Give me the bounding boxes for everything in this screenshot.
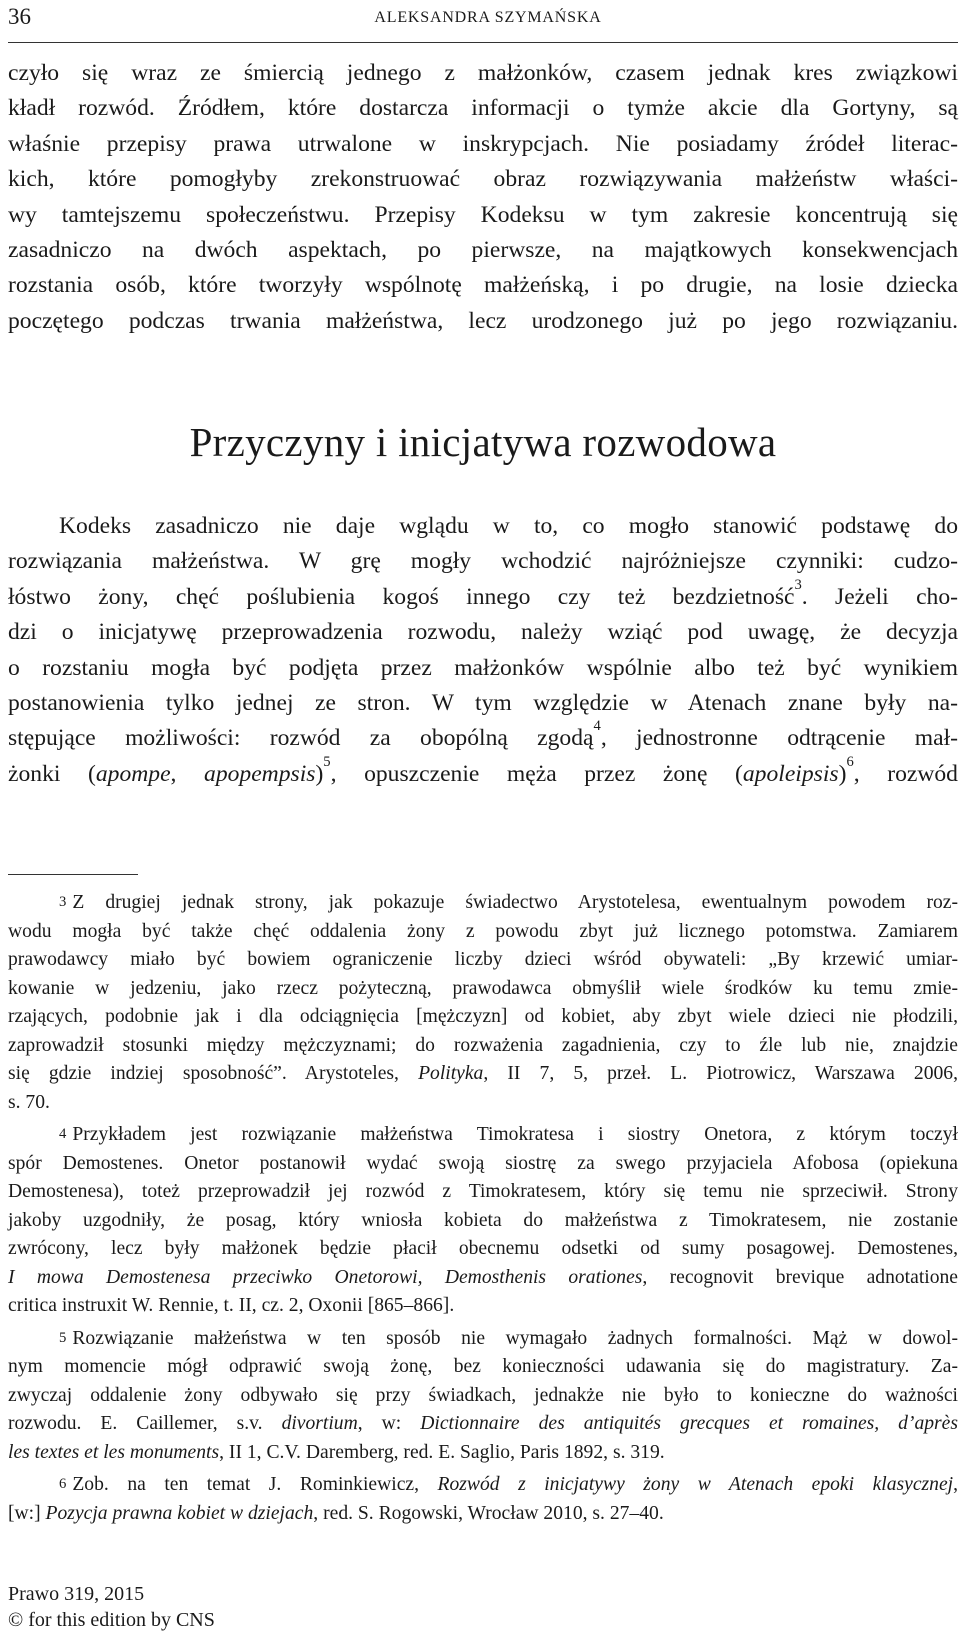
- footnote-ref-5[interactable]: 5: [323, 753, 331, 770]
- footnote-3: [8, 889, 958, 1117]
- text-line: wodu mogła być także chęć oddalenia żony z powodu zbyt już licznego potomstwa. Zamiarem: [8, 920, 958, 942]
- text-line: rzających, podobnie jak i dla odciągnięcia [mężczyzn] od kobiet, aby zbyt wiele dzieci nie płodzili,: [8, 1006, 958, 1027]
- text-line: czyło się wraz ze śmiercią jednego z małżonków, czasem jednak kres związkowi: [8, 60, 958, 86]
- text-line: critica instruxit W. Rennie, t. II, cz. 2, Oxonii [865–866].: [8, 1295, 455, 1316]
- text-line: zwyczaj oddalenie żony odbywało się przy świadkach, jednakże nie było to konieczne do ważności: [8, 1384, 958, 1406]
- text-run: Z drugiej jednak strony, jak pokazuje świadectwo Arystotelesa, ewentualnym powodem roz-: [72, 892, 958, 913]
- paragraph-1: [8, 56, 958, 339]
- section-heading: Przyczyny i inicjatywa rozwodowa: [189, 419, 777, 465]
- text-line: dzi o inicjatywę przeprowadzenia rozwodu, należy wziąć pod uwagę, że decyzja: [8, 619, 958, 646]
- text-run: [w:]: [8, 1502, 46, 1524]
- text-run: rozwodu. E. Caillemer, s.v.: [8, 1413, 282, 1434]
- text-run: się gdzie indziej sposobność”. Arystoteles,: [8, 1063, 419, 1084]
- footnote-separator: [8, 874, 138, 875]
- footnote-ref-6[interactable]: 6: [846, 753, 854, 770]
- text-run: , recognovit brevique adnotatione: [642, 1266, 959, 1288]
- text-run: . Jeżeli cho-: [801, 583, 958, 610]
- footnote-mark: 5: [59, 1329, 67, 1346]
- footnote-ref-3[interactable]: 3: [794, 576, 802, 593]
- text-line: spór Demostenes. Onetor postanowił wydać swoją siostrę za swego przyjaciela Afobosa (opiekuna: [8, 1152, 958, 1174]
- text-line: rozwiązania małżeństwa. W grę mogły wchodzić najróżniejsze czynniki: cudzo-: [8, 548, 958, 575]
- text-run: , w:: [357, 1413, 421, 1434]
- text-line: s. 70.: [8, 1091, 50, 1113]
- text-run: Rozwiązanie małżeństwa w ten sposób nie wymagało żadnych formalności. Mąż w dowol-: [72, 1327, 958, 1349]
- running-head: ALEKSANDRA SZYMAŃSKA: [374, 9, 602, 26]
- text-line: poczętego podczas trwania małżeństwa, lecz urodzonego już po jego rozwiązaniu.: [8, 307, 958, 334]
- text-run: , II 7, 5, przeł. L. Piotrowicz, Warszawa 2006,: [483, 1063, 959, 1084]
- text-run: ,: [953, 1474, 958, 1495]
- page-number: 36: [8, 4, 31, 29]
- footnote-4: [8, 1121, 958, 1321]
- italic-title: Polityka: [418, 1063, 484, 1084]
- text-line: [8, 1325, 958, 1354]
- italic-term: apopempsis: [204, 760, 316, 787]
- text-line: [8, 753, 958, 792]
- footnote-5: [8, 1325, 958, 1468]
- footnote-ref-4[interactable]: 4: [593, 718, 601, 735]
- text-line: prawodawcy miało być bowiem ograniczenie liczby dzieci wśród obywateli: „By krzewić umiar-: [8, 949, 958, 970]
- text-line: [8, 1264, 958, 1293]
- italic-title: Rozwód z inicjatywy żony w Atenach epoki klasycznej: [437, 1474, 954, 1495]
- paragraph-2: [8, 509, 958, 792]
- footnote-mark: 6: [59, 1476, 67, 1492]
- text-line: Demostenesa), toteż przeprowadził jej rozwód z Timokratesem, który się temu nie sprzeciwił. Strony: [8, 1181, 958, 1202]
- footnote-mark: 4: [59, 1126, 67, 1142]
- footnote-mark: 3: [59, 894, 67, 910]
- italic-term: divortium: [281, 1413, 358, 1434]
- text-line: [8, 1439, 958, 1468]
- text-line: kładł rozwód. Źródłem, które dostarcza informacji o tymże akcie dla Gortyny, są: [8, 95, 958, 122]
- page-header: [8, 4, 958, 36]
- text-run: Zob. na ten temat J. Rominkiewicz,: [72, 1474, 438, 1495]
- italic-title: I mowa Demostenesa przeciwko Onetorowi, Demosthenis orationes: [8, 1266, 643, 1288]
- text-run: , red. S. Rogowski, Wrocław 2010, s. 27–40.: [313, 1502, 664, 1524]
- text-run: łóstwo żony, chęć poślubienia kogoś innego czy też bezdzietność: [8, 583, 795, 610]
- text-line: nym momencie mógł odprawić swoją żonę, bez konieczności udawania się do magistratury. Za-: [8, 1356, 958, 1377]
- text-line: [8, 1500, 958, 1529]
- header-rule: [8, 42, 958, 43]
- text-run: , rozwód: [853, 760, 958, 787]
- italic-title: Dictionnaire des antiquités grecques et romaines, d’après: [420, 1413, 959, 1434]
- text-run: Przykładem jest rozwiązanie małżeństwa Timokratesa i siostry Onetora, z którym toczył: [72, 1124, 958, 1145]
- copyright-notice: © for this edition by CNS: [8, 1609, 215, 1631]
- text-line: [8, 576, 958, 615]
- text-run: żonki (: [8, 760, 96, 787]
- text-line: kowanie w jedzeniu, jako rzecz pożyteczną, prawodawca obmyślił wiele środków ku temu zmie-: [8, 977, 958, 999]
- text-line: [8, 1060, 958, 1089]
- footnotes: [8, 889, 958, 1528]
- journal-info: Prawo 319, 2015: [8, 1583, 145, 1605]
- footnote-6: [8, 1471, 958, 1528]
- page-footer: [8, 1581, 215, 1633]
- text-line: [8, 1410, 958, 1439]
- text-run: , II 1, C.V. Daremberg, red. E. Saglio, Paris 1892, s. 319.: [219, 1441, 665, 1463]
- text-line: jakoby uzgodniły, że posag, który wniosła kobieta do małżeństwa z Timokratesem, nie zostanie: [8, 1209, 958, 1231]
- text-line: [8, 718, 958, 756]
- text-line: wy tamtejszemu społeczeństwu. Przepisy Kodeksu w tym zakresie koncentrują się: [8, 201, 958, 228]
- italic-term: apompe: [95, 760, 171, 787]
- italic-title: les textes et les monuments: [8, 1441, 220, 1463]
- text-run: , opuszczenie męża przez żonę (: [330, 760, 743, 787]
- text-line: [8, 1121, 958, 1150]
- text-line: [8, 1471, 958, 1500]
- text-line: postanowienia tylko jednej ze stron. W tym względzie w Atenach znane były na-: [8, 690, 958, 717]
- text-run: ,: [170, 760, 205, 787]
- text-line: kich, które pomogłyby zrekonstruować obraz rozwiązywania małżeństw właści-: [8, 166, 958, 193]
- text-line: o rozstaniu mogła być podjęta przez małżonków wspólnie albo też być wynikiem: [8, 654, 958, 681]
- text-line: właśnie przepisy prawa utrwalone w inskrypcjach. Nie posiadamy źródeł literac-: [8, 130, 958, 157]
- text-line: zwrócony, lecz były małżonek będzie płacił obecnemu odsetki od sumy posagowej. Demostenes,: [8, 1238, 958, 1259]
- text-run: stępujące możliwości: rozwód za obopólną zgodą: [8, 725, 594, 752]
- text-line: Kodeks zasadniczo nie daje wglądu w to, co mogło stanowić podstawę do: [59, 513, 958, 539]
- text-line: zaprowadził stosunki między mężczyznami; do rozważenia zagadnienia, czy to źle lub nie, znajdzie: [8, 1034, 958, 1056]
- text-line: zasadniczo na dwóch aspektach, po pierwsze, na majątkowych konsekwencjach: [8, 237, 958, 264]
- text-run: ): [838, 760, 847, 787]
- italic-term: apoleipsis: [742, 760, 839, 787]
- text-line: rozstania osób, które tworzyły wspólnotę małżeńską, i po drugie, na losie dziecka: [8, 272, 958, 299]
- text-line: [8, 889, 958, 918]
- italic-title: Pozycja prawna kobiet w dziejach: [45, 1502, 314, 1524]
- text-run: ): [315, 760, 324, 787]
- text-run: , jednostronne odtrącenie mał-: [600, 725, 958, 752]
